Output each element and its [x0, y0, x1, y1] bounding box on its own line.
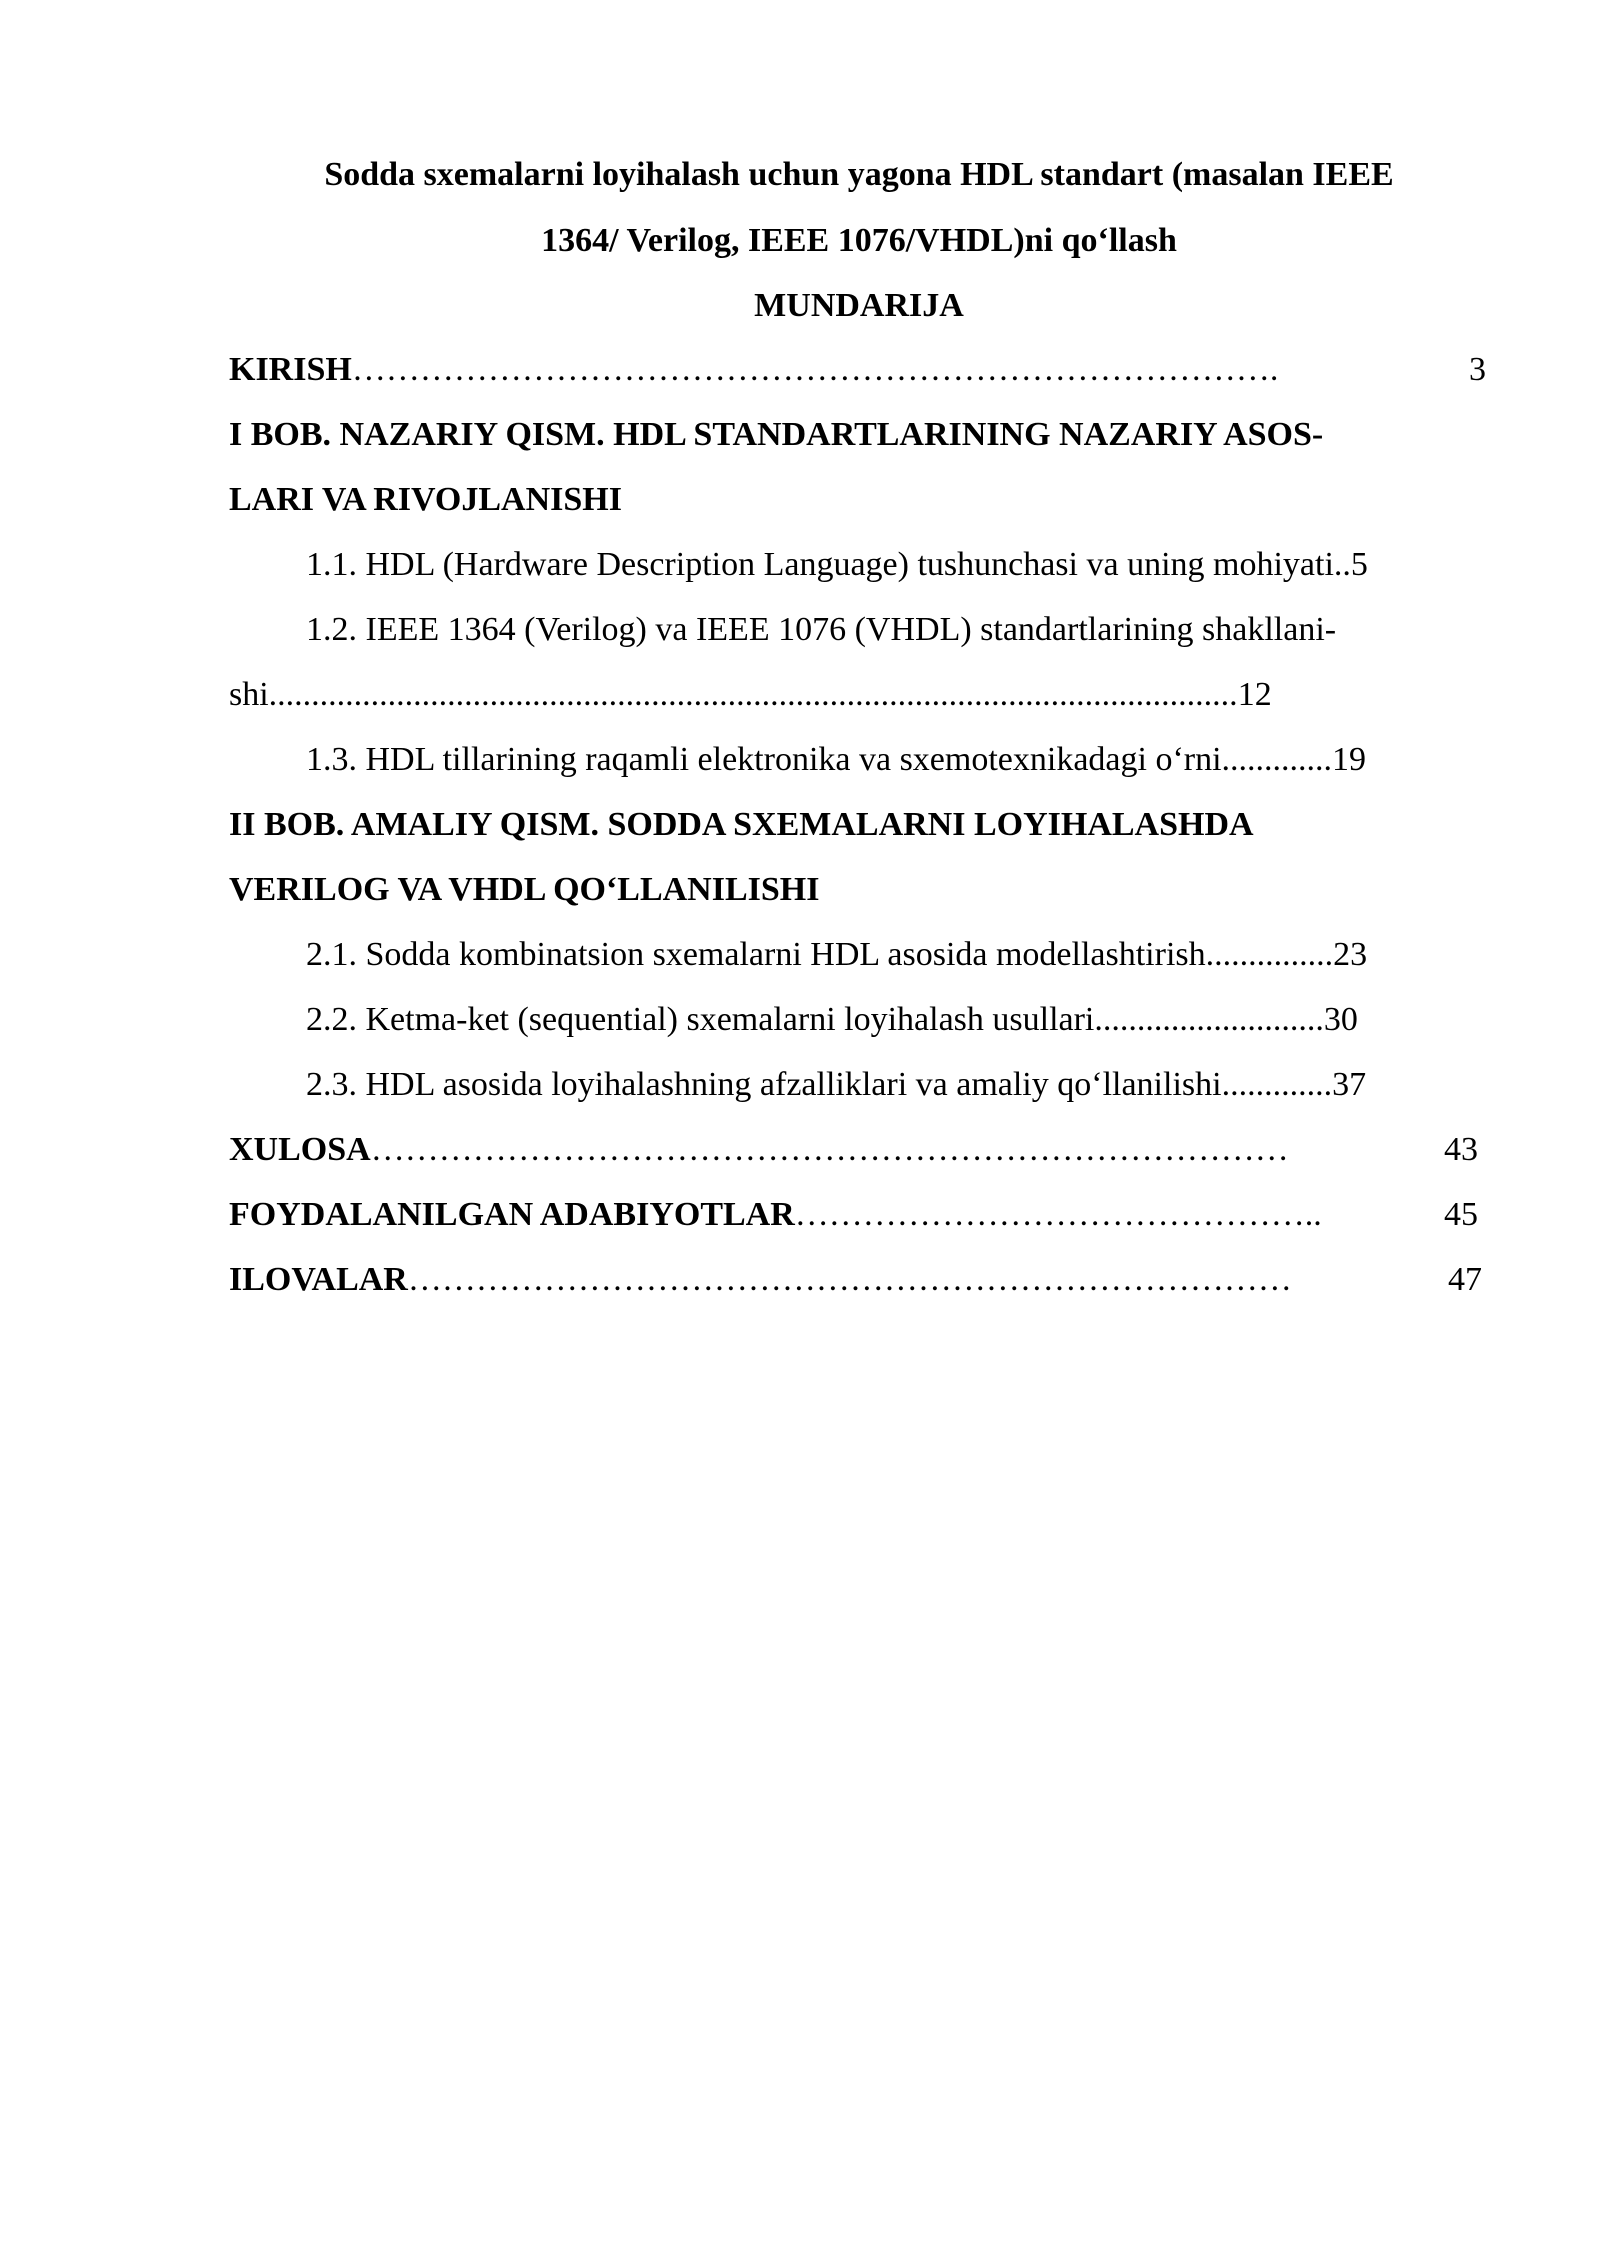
- toc-chapter-2-line-2[interactable]: VERILOG VA VHDL QO‘LLANILISHI: [229, 871, 820, 908]
- toc-entry-1-2-line-1[interactable]: 1.2. IEEE 1364 (Verilog) va IEEE 1076 (VHDL) standartlarining shakllani-: [306, 611, 1337, 648]
- toc-page-number: 3: [1469, 351, 1486, 388]
- toc-entry-text: shi..................................................................................................................: [229, 676, 1238, 713]
- toc-entry-label: XULOSA: [229, 1131, 371, 1168]
- toc-page-number: 12: [1237, 676, 1272, 713]
- toc-entry-1-2-line-2[interactable]: [229, 675, 1486, 715]
- toc-entry-2-3[interactable]: [306, 1065, 1486, 1105]
- toc-heading: MUNDARIJA: [754, 287, 964, 324]
- toc-chapter-1-line-1[interactable]: I BOB. NAZARIY QISM. HDL STANDARTLARINING NAZARIY ASOS-: [229, 416, 1324, 453]
- toc-entry-label: FOYDALANILGAN ADABIYOTLAR: [229, 1196, 795, 1233]
- toc-entry-1-1[interactable]: [306, 545, 1486, 585]
- toc-leader: ……………………………………………………………………: [407, 1261, 1292, 1298]
- toc-entry-text: 2.3. HDL asosida loyihalashning afzalliklari va amaliy qo‘llanilishi.............: [306, 1066, 1333, 1103]
- toc-entry-xulosa[interactable]: [229, 1130, 1486, 1170]
- document-title-line-2: 1364/ Verilog, IEEE 1076/VHDL)ni qo‘llash: [541, 222, 1177, 259]
- toc-page-number: 37: [1332, 1066, 1367, 1103]
- toc-page-number: 30: [1323, 1001, 1358, 1038]
- toc-entry-2-2[interactable]: [306, 1000, 1486, 1040]
- toc-entry-label: KIRISH: [229, 351, 352, 388]
- toc-entry-text: 1.1. HDL (Hardware Description Language) tushunchasi va uning mohiyati..: [306, 546, 1351, 583]
- toc-page-number: 19: [1332, 741, 1367, 778]
- toc-leader: ……………………………………………………………………….: [351, 351, 1279, 388]
- toc-entry-label: ILOVALAR: [229, 1261, 408, 1298]
- toc-chapter-1-line-2[interactable]: LARI VA RIVOJLANISHI: [229, 481, 622, 518]
- toc-page-number: 45: [1444, 1196, 1478, 1233]
- toc-page-number: 5: [1350, 546, 1368, 583]
- toc-entry-adabiyotlar[interactable]: [229, 1195, 1486, 1235]
- toc-entry-1-3[interactable]: [306, 740, 1486, 780]
- toc-page-number: 23: [1333, 936, 1368, 973]
- toc-page-number: 47: [1448, 1261, 1482, 1298]
- toc-chapter-2-line-1[interactable]: II BOB. AMALIY QISM. SODDA SXEMALARNI LOYIHALASHDA: [229, 806, 1254, 843]
- toc-entry-kirish[interactable]: [229, 350, 1486, 390]
- toc-entry-text: 2.1. Sodda kombinatsion sxemalarni HDL asosida modellashtirish...............: [306, 936, 1334, 973]
- toc-leader: ………………………………………..: [794, 1196, 1322, 1233]
- document-title-line-1: Sodda sxemalarni loyihalash uchun yagona HDL standart (masalan IEEE: [324, 156, 1394, 193]
- toc-leader: ………………………………………………………………………: [370, 1131, 1289, 1168]
- toc-entry-2-1[interactable]: [306, 935, 1486, 975]
- toc-entry-text: 2.2. Ketma-ket (sequential) sxemalarni loyihalash usullari...........................: [306, 1001, 1324, 1038]
- toc-entry-ilovalar[interactable]: [229, 1260, 1486, 1300]
- toc-page-number: 43: [1444, 1131, 1478, 1168]
- toc-entry-text: 1.3. HDL tillarining raqamli elektronika va sxemotexnikadagi o‘rni.............: [306, 741, 1333, 778]
